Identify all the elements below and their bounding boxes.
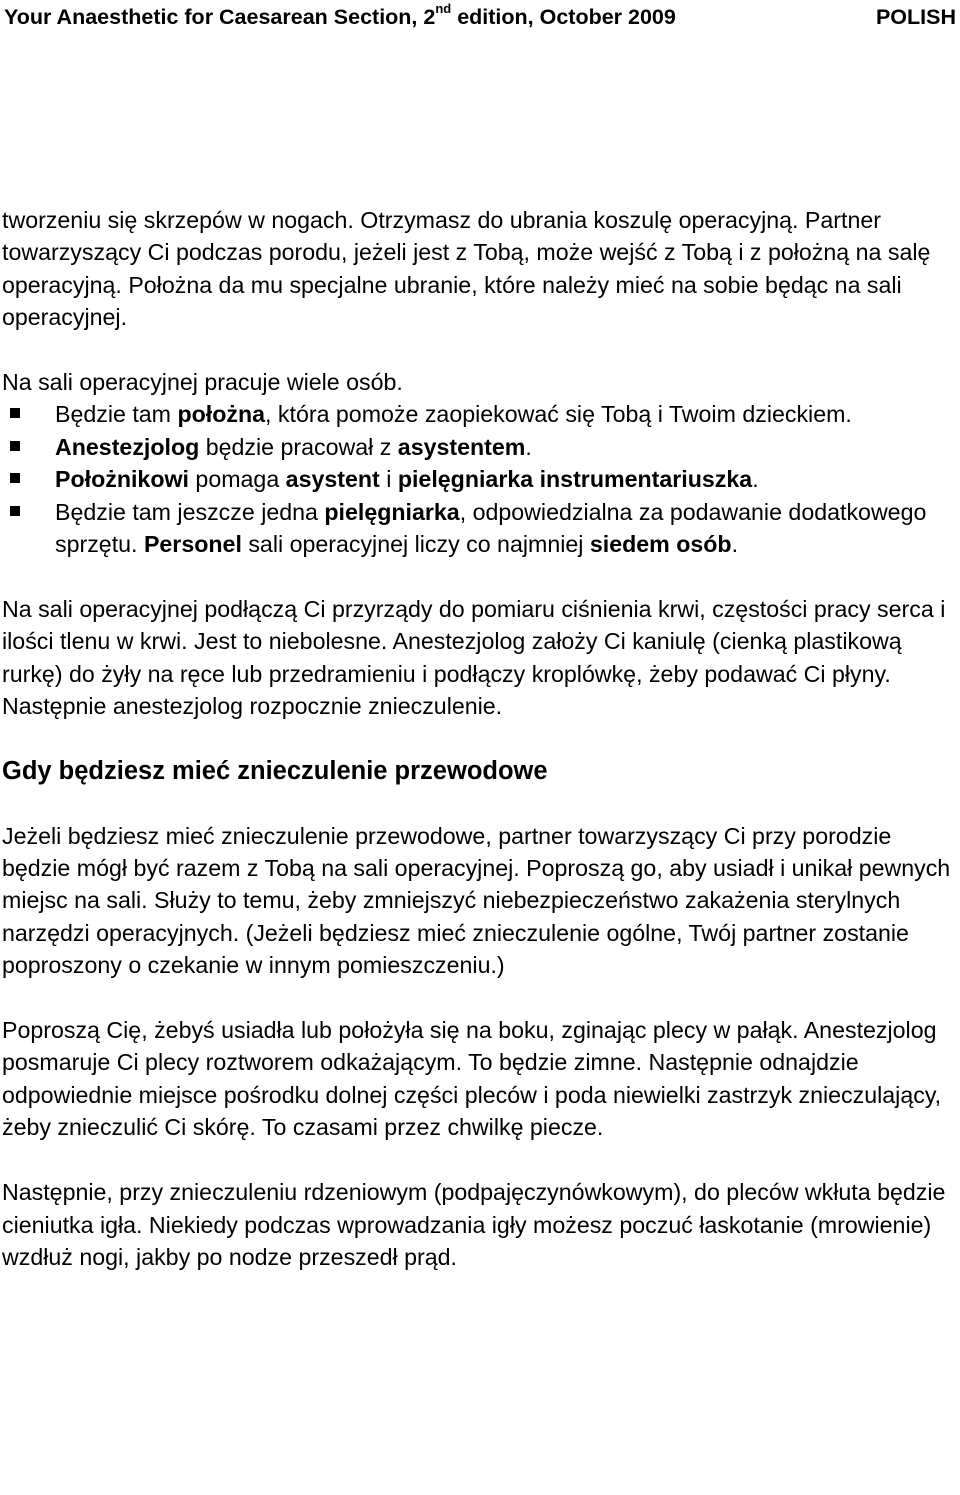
header-language: POLISH: [875, 5, 956, 29]
paragraph-monitoring: Na sali operacyjnej podłączą Ci przyrządy do pomiaru ciśnienia krwi, częstości pracy serca i ilości tlenu w krwi. Jest to niebolesne. Anestezjolog założy Ci kaniulę (cienką plastikową rurkę) do żyły na ręce lub przedramieniu i podłączy kroplówkę, żeby podawać Ci płyny. Następnie anestezjolog rozpocznie znieczulenie.: [2, 595, 946, 720]
list-emphasis: położna: [177, 401, 266, 428]
list-item-nurse: [2, 496, 954, 561]
section-heading: Gdy będziesz mieć znieczulenie przewodowe: [2, 756, 548, 785]
list-emphasis: asystentem: [397, 433, 526, 460]
list-text: .: [525, 433, 532, 460]
list-emphasis: Położnikowi: [55, 466, 189, 493]
staff-list: [2, 398, 954, 560]
header-title-rest: edition, October 2009: [451, 5, 676, 29]
list-text: sali operacyjnej liczy co najmniej: [241, 531, 590, 558]
list-item-anaesthetist: [2, 431, 954, 463]
list-text: pomaga: [188, 466, 286, 493]
list-emphasis: pielęgniarka instrumentariuszka: [397, 466, 753, 493]
header-title-main: Your Anaesthetic for Caesarean Section, 2: [4, 5, 436, 29]
list-item-midwife: [2, 398, 954, 430]
list-emphasis: Personel: [143, 531, 242, 558]
square-bullet-icon: [10, 441, 20, 451]
list-text: , odpowiedzialna za podawanie dodatkowego sprzętu.: [55, 498, 927, 558]
list-emphasis: siedem osób: [589, 531, 732, 558]
list-emphasis: Anestezjolog: [55, 433, 200, 460]
paragraph-spinal-needle: Następnie, przy znieczuleniu rdzeniowym (podpajęczynówkowym), do pleców wkłuta będzie cieniutka igła. Niekiedy podczas wprowadzania igły możesz poczuć łaskotanie (mrowienie) wzdłuż nogi, jakby po nodze przeszedł prąd.: [2, 1179, 946, 1270]
paragraph-gown-partner: tworzeniu się skrzepów w nogach. Otrzymasz do ubrania koszulę operacyjną. Partner towarzyszący Ci podczas porodu, jeżeli jest z Tobą, może wejść z Tobą i z położną na salę operacyjną. Położna da mu specjalne ubranie, które należy mieć na sobie będąc na sali operacyjnej.: [2, 207, 931, 331]
square-bullet-icon: [10, 506, 20, 516]
list-text: Będzie tam: [55, 401, 178, 428]
header-title: [4, 2, 676, 32]
list-text: Będzie tam jeszcze jedna: [55, 498, 325, 525]
header-title-superscript: nd: [435, 0, 452, 16]
square-bullet-icon: [10, 473, 20, 483]
list-item-obstetrician: [2, 463, 954, 495]
paragraph-partner-presence: Jeżeli będziesz mieć znieczulenie przewodowe, partner towarzyszący Ci przy porodzie będzie mógł być razem z Tobą na sali operacyjnej. Poproszą go, aby usiadł i unikał pewnych miejsc na sali. Służy to temu, żeby zmniejszyć niebezpieczeństwo zakażenia sterylnych narzędzi operacyjnych. (Jeżeli będziesz mieć znieczulenie ogólne, Twój partner zostanie poproszony o czekanie w innym pomieszczeniu.): [2, 822, 951, 979]
list-text: , która pomoże zaopiekować się Tobą i Twoim dzieckiem.: [265, 401, 852, 428]
list-emphasis: pielęgniarka: [324, 498, 460, 525]
list-text: i: [379, 466, 398, 493]
document-body: [2, 204, 954, 1273]
list-emphasis: asystent: [285, 466, 380, 493]
paragraph-positioning: Poproszą Cię, żebyś usiadła lub położyła się na boku, zginając plecy w pałąk. Anestezjolog posmaruje Ci plecy roztworem odkażającym. To będzie zimne. Następnie odnajdzie odpowiednie miejsce pośrodku dolnej części pleców i poda niewielki zastrzyk znieczulający, żeby znieczulić Ci skórę. To czasami przez chwilkę piecze.: [2, 1017, 942, 1141]
square-bullet-icon: [10, 408, 20, 418]
paragraph-staff-intro: Na sali operacyjnej pracuje wiele osób.: [2, 369, 403, 396]
list-text: .: [731, 531, 739, 558]
list-text: .: [752, 466, 759, 493]
list-text: będzie pracował z: [199, 433, 398, 460]
